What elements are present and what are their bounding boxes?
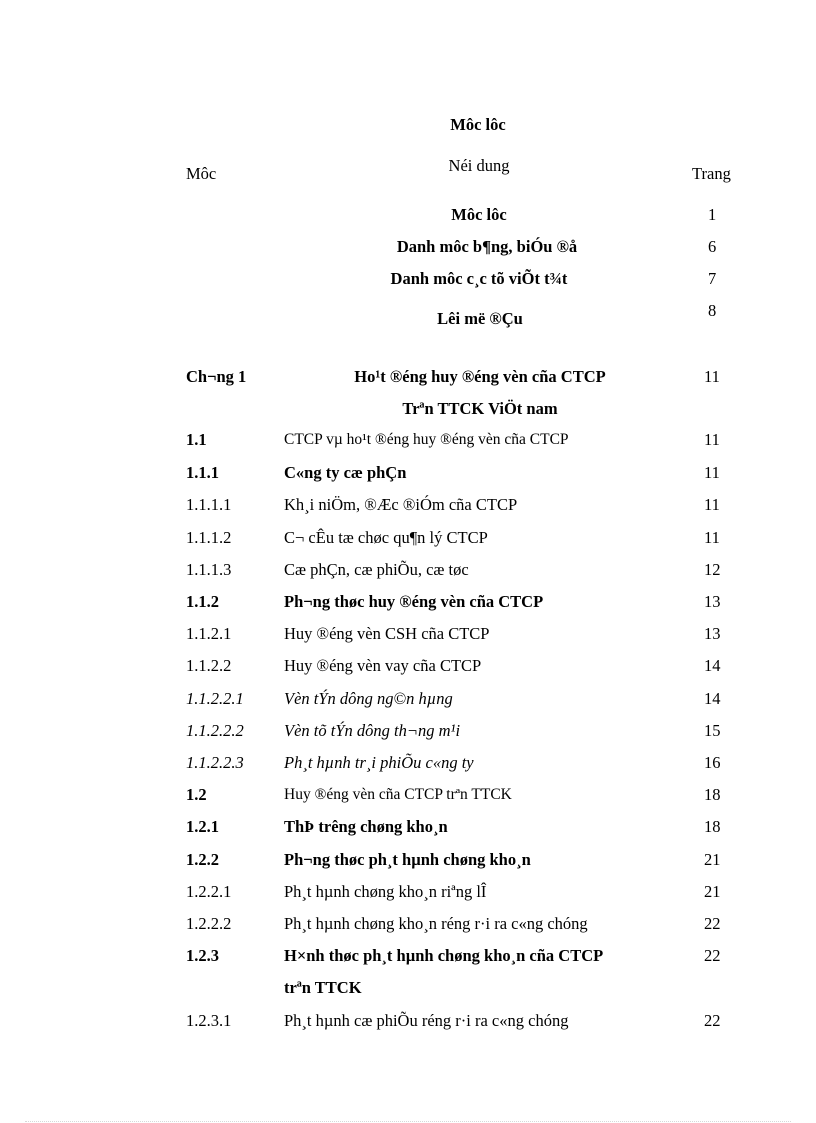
section-title: C«ng ty cæ phÇn xyxy=(284,463,407,482)
section-title: Vèn tÝn dông ng©n hµng xyxy=(284,689,453,708)
section-title: CTCP vµ ho¹t ®éng huy ®éng vèn cña CTCP xyxy=(284,431,569,448)
section-number: 1.1.2.2 xyxy=(186,656,232,675)
toc-entry-page: 11 xyxy=(704,463,720,482)
toc-entry-text: Môc lôc xyxy=(451,205,507,224)
toc-entry-text: Danh môc c¸c tõ viÕt t¾t xyxy=(390,269,568,288)
column-header-content: Néi dung xyxy=(448,156,510,175)
page-title: Môc lôc xyxy=(450,115,506,134)
toc-entry-page: 18 xyxy=(704,817,721,836)
toc-entry-page: 22 xyxy=(704,1011,721,1030)
column-header-section: Môc xyxy=(186,164,217,183)
section-number: 1.1.2.2.3 xyxy=(186,753,244,772)
toc-entry-page: 21 xyxy=(704,850,721,869)
column-header-page: Trang xyxy=(692,164,731,183)
toc-entry-page: 13 xyxy=(704,592,721,611)
section-title: Ph¬ng thøc ph¸t hµnh chøng kho¸n xyxy=(284,850,531,869)
section-number: 1.1.2.2.1 xyxy=(186,689,244,708)
toc-entry-page: 6 xyxy=(708,237,717,256)
section-title: Vèn tõ tÝn dông th¬ng m¹i xyxy=(284,721,461,740)
toc-entry-page: 16 xyxy=(704,753,721,772)
section-number: 1.1.1.2 xyxy=(186,528,232,547)
section-number: 1.2.3 xyxy=(186,946,219,965)
toc-entry-page: 22 xyxy=(704,914,721,933)
section-number: 1.1.2 xyxy=(186,592,219,611)
section-title: Huy ®éng vèn cña CTCP trªn TTCK xyxy=(284,786,512,803)
toc-entry-page: 1 xyxy=(708,205,717,224)
section-title: Ph¬ng thøc huy ®éng vèn cña CTCP xyxy=(284,592,544,611)
toc-entry-page: 11 xyxy=(704,367,720,386)
section-number: 1.2.3.1 xyxy=(186,1011,232,1030)
toc-entry-page: 11 xyxy=(704,528,720,547)
toc-entry-page: 11 xyxy=(704,495,720,514)
section-title-continued: trªn TTCK xyxy=(284,978,362,997)
toc-entry-page: 13 xyxy=(704,624,721,643)
toc-entry-page: 14 xyxy=(704,656,721,675)
section-title: Ph¸t hµnh tr¸i phiÕu c«ng ty xyxy=(284,753,474,772)
toc-entry-text: Lêi më ®Çu xyxy=(437,309,523,328)
toc-entry-page: 14 xyxy=(704,689,721,708)
section-number: 1.1 xyxy=(186,430,207,449)
section-number: 1.2 xyxy=(186,785,207,804)
section-number: 1.1.1.3 xyxy=(186,560,232,579)
section-title: ThÞ trêng chøng kho¸n xyxy=(284,817,448,836)
chapter-number: Ch¬ng 1 xyxy=(186,367,247,386)
toc-entry-page: 18 xyxy=(704,785,721,804)
section-number: 1.2.2.1 xyxy=(186,882,232,901)
toc-entry-text: Danh môc b¶ng, biÓu ®å xyxy=(396,237,578,256)
section-number: 1.1.1 xyxy=(186,463,219,482)
section-number: 1.1.2.1 xyxy=(186,624,232,643)
section-number: 1.1.1.1 xyxy=(186,495,232,514)
toc-entry-page: 12 xyxy=(704,560,721,579)
section-title: Huy ®éng vèn vay cña CTCP xyxy=(284,656,482,675)
section-title: H×nh thøc ph¸t hµnh chøng kho¸n cña CTCP xyxy=(284,946,604,965)
toc-entry-page: 11 xyxy=(704,430,720,449)
page-bottom-divider xyxy=(25,1121,791,1122)
section-title: Huy ®éng vèn CSH cña CTCP xyxy=(284,624,490,643)
chapter-title-continued: Trªn TTCK ViÖt nam xyxy=(402,399,558,418)
section-title: Ph¸t hµnh cæ phiÕu réng r·i ra c«ng chóng xyxy=(284,1011,569,1030)
toc-entry-page: 7 xyxy=(708,269,717,288)
chapter-title: Ho¹t ®éng huy ®éng vèn cña CTCP xyxy=(354,367,606,386)
section-title: C¬ cÊu tæ chøc qu¶n lý CTCP xyxy=(284,528,488,547)
section-title: Kh¸i niÖm, ®Æc ®iÓm cña CTCP xyxy=(284,495,518,514)
section-title: Ph¸t hµnh chøng kho¸n réng r·i ra c«ng chóng xyxy=(284,914,588,933)
toc-entry-page: 22 xyxy=(704,946,721,965)
toc-entry-page: 8 xyxy=(708,301,717,320)
section-title: Cæ phÇn, cæ phiÕu, cæ tøc xyxy=(284,560,469,579)
toc-entry-page: 15 xyxy=(704,721,721,740)
section-number: 1.2.2 xyxy=(186,850,219,869)
section-title: Ph¸t hµnh chøng kho¸n riªng lÎ xyxy=(284,882,487,901)
section-number: 1.1.2.2.2 xyxy=(186,721,244,740)
section-number: 1.2.1 xyxy=(186,817,219,836)
section-number: 1.2.2.2 xyxy=(186,914,232,933)
toc-entry-page: 21 xyxy=(704,882,721,901)
